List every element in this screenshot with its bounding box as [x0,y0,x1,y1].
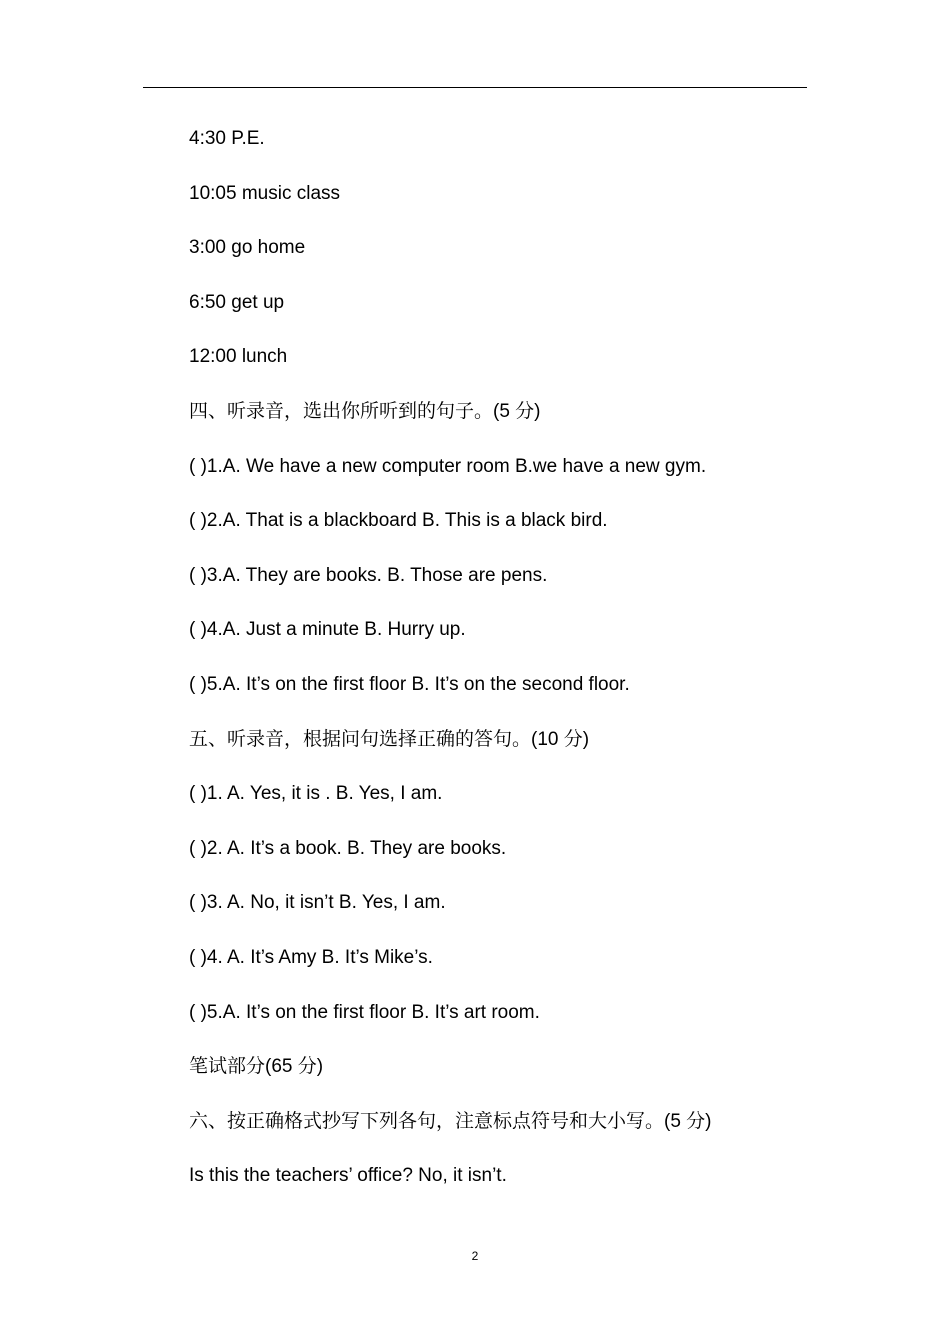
document-body [189,124,829,1216]
copy-sentence: Is this the teachers’ office? No, it isn’t. [189,1165,507,1187]
question-item: ( )3. A. No, it isn’t B. Yes, I am. [189,892,446,914]
schedule-item: 4:30 P.E. [189,128,265,149]
section-heading-4: 四、听录音，选出你所听到的句子。(5 分) [189,400,541,422]
question-item: ( )3.A. They are books. B. Those are pens. [189,564,548,586]
section-heading-6: 六、按正确格式抄写下列各句，注意标点符号和大小写。(5 分) [189,1110,712,1132]
question-item: ( )4. A. It’s Amy B. It’s Mike’s. [189,946,433,968]
part-heading-written: 笔试部分(65 分) [189,1056,324,1078]
question-item: ( )4.A. Just a minute B. Hurry up. [189,619,466,641]
schedule-item: 6:50 get up [189,291,285,313]
page-number: 2 [471,1249,479,1263]
question-item: ( )5.A. It’s on the first floor B. It’s art room. [189,1001,540,1023]
schedule-item: 3:00 go home [189,237,306,259]
schedule-item: 10:05 music class [189,182,341,204]
question-item: ( )1. A. Yes, it is . B. Yes, I am. [189,783,443,805]
schedule-item: 12:00 lunch [189,346,288,368]
section-heading-5: 五、听录音，根据问句选择正确的答句。(10 分) [189,728,590,750]
question-item: ( )5.A. It’s on the first floor B. It’s on the second floor. [189,673,630,695]
question-item: ( )2. A. It’s a book. B. They are books. [189,837,507,859]
question-item: ( )1.A. We have a new computer room B.we have a new gym. [189,455,707,477]
header-rule [143,87,807,88]
question-item: ( )2.A. That is a blackboard B. This is a black bird. [189,510,608,532]
